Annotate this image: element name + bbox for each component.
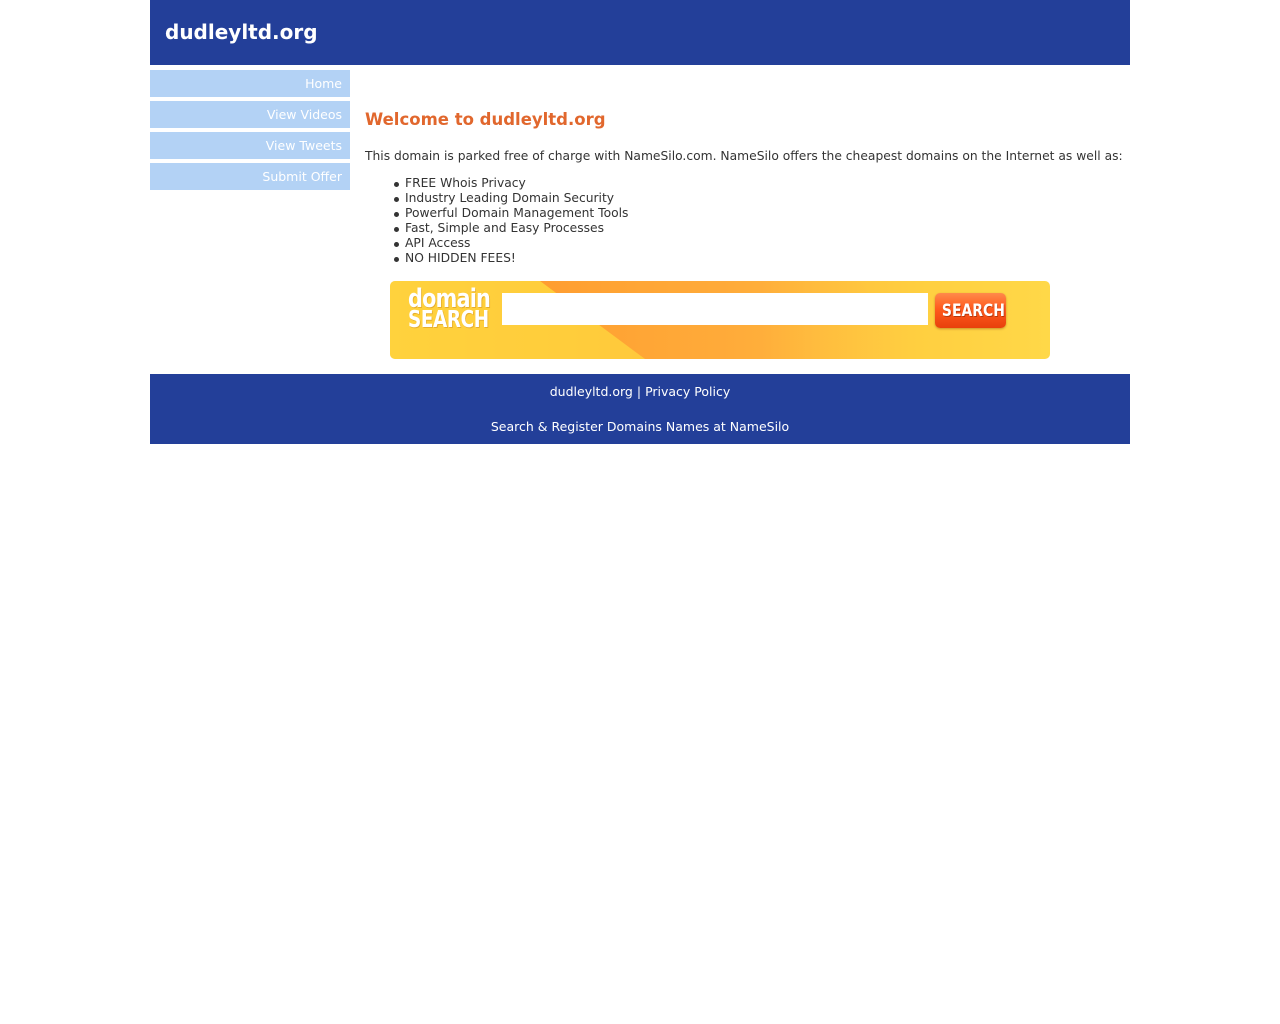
list-item: Industry Leading Domain Security (393, 191, 628, 206)
footer-separator: | (636, 384, 642, 399)
body-row (150, 65, 1130, 374)
site-footer (150, 374, 1130, 444)
sidebar-item-home[interactable]: Home (150, 70, 350, 97)
list-item: FREE Whois Privacy (393, 176, 628, 191)
page-title: Welcome to dudleyltd.org (365, 110, 606, 129)
list-item: NO HIDDEN FEES! (393, 251, 628, 266)
list-item: API Access (393, 236, 628, 251)
sidebar-item-view-videos[interactable]: View Videos (150, 101, 350, 128)
feature-list (393, 176, 628, 266)
footer-site-link[interactable]: dudleyltd.org (549, 384, 633, 399)
list-item: Powerful Domain Management Tools (393, 206, 628, 221)
domain-search-input[interactable] (502, 293, 928, 325)
logo-line-domain: domain (408, 284, 491, 314)
sidebar-item-view-tweets[interactable]: View Tweets (150, 132, 350, 159)
list-item: Fast, Simple and Easy Processes (393, 221, 628, 236)
search-button[interactable] (935, 293, 1006, 328)
sidebar-item-submit-offer[interactable]: Submit Offer (150, 163, 350, 190)
site-header (150, 0, 1130, 65)
page-container (150, 0, 1130, 434)
logo-line-search: SEARCH (408, 307, 489, 333)
site-title: dudleyltd.org (165, 20, 318, 44)
footer-links (150, 384, 1130, 400)
domain-search-banner (390, 281, 1050, 359)
domain-search-logo (408, 286, 490, 332)
footer-privacy-link[interactable]: Privacy Policy (645, 384, 731, 399)
sidebar-nav (150, 70, 350, 194)
intro-text: This domain is parked free of charge with NameSilo.com. NameSilo offers the cheapest domains on the Internet as well as: (365, 149, 1123, 163)
search-button-label: SEARCH (941, 300, 1005, 321)
footer-register-text[interactable]: Search & Register Domains Names at NameSilo (490, 419, 790, 434)
